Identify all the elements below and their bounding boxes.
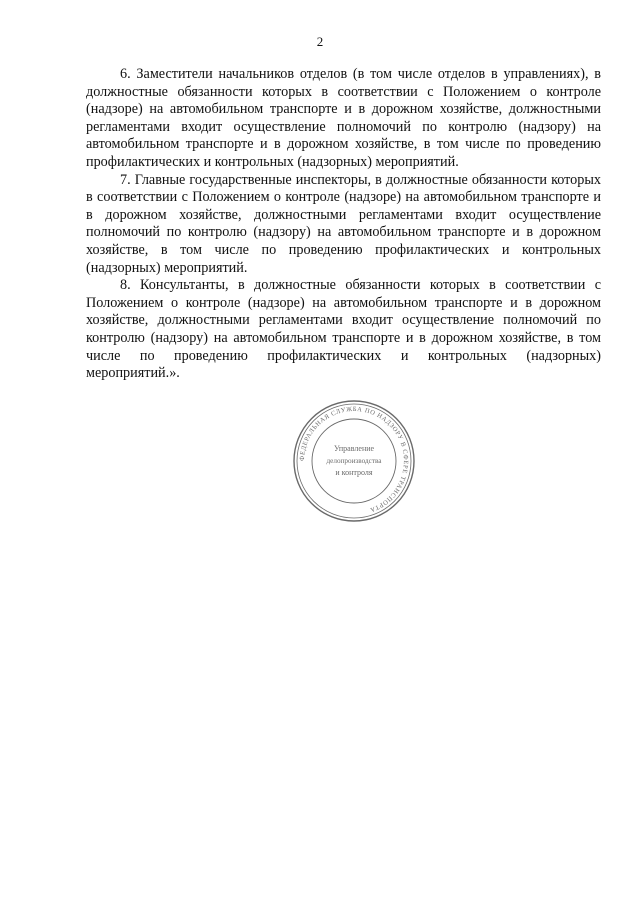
stamp-text-line-2: делопроизводства <box>326 457 382 465</box>
page-number: 2 <box>316 34 324 49</box>
paragraph-item-7: 7. Главные государственные инспекторы, в должностные обязанности которых в соответствии с Положением о контроле (надзоре) на автомобильном транспорте и в дорожном хозяйстве, должностными регламентами входит осуществление полномочий по контролю (надзору) на автомобильном транспорте и в дорожном хозяйстве, в том числе по проведению профилактических и контрольных (надзорных) мероприятий. <box>86 171 601 276</box>
stamp-text-line-3: и контроля <box>335 468 373 477</box>
official-stamp <box>292 399 416 523</box>
paragraph-item-8: 8. Консультанты, в должностные обязанности которых в соответствии с Положением о контроле (надзоре) на автомобильном транспорте и в дорожном хозяйстве, должностными регламентами входит осуществление полномочий по контролю (надзору) на автомобильном транспорте и в дорожном хозяйстве, в том числе по проведению профилактических и контрольных (надзорных) мероприятий.». <box>86 277 601 382</box>
paragraph-item-6: 6. Заместители начальников отделов (в том числе отделов в управлениях), в должностные обязанности которых в соответствии с Положением о контроле (надзоре) на автомобильном транспорте и в дорожном хозяйстве, должностными регламентами входит осуществление полномочий по контролю (надзору) на автомобильном транспорте и в дорожном хозяйстве, в том числе по проведению профилактических и контрольных (надзорных) мероприятий. <box>86 66 601 170</box>
stamp-text-line-1: Управление <box>333 444 375 453</box>
stamp-ring-text: ФЕДЕРАЛЬНАЯ СЛУЖБА ПО НАДЗОРУ В СФЕРЕ ТРАНСПОРТА <box>298 405 410 514</box>
document-body <box>86 66 601 383</box>
